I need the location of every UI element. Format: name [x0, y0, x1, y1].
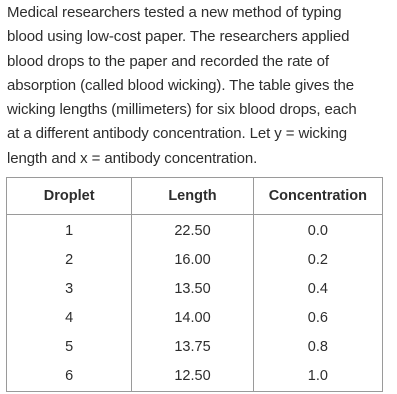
- droplet-cell: 6: [7, 362, 132, 392]
- description-line: blood using low-cost paper. The researchers applied: [7, 28, 350, 46]
- concentration-cell: 0.0: [253, 215, 382, 247]
- table-row: [7, 246, 383, 275]
- concentration-cell: 1.0: [253, 362, 382, 392]
- concentration-cell: 0.4: [253, 275, 382, 304]
- length-cell: 13.50: [132, 275, 253, 304]
- length-cell: 22.50: [132, 215, 253, 247]
- description-line: blood drops to the paper and recorded the rate of: [7, 52, 329, 70]
- table-header-row: [7, 178, 383, 215]
- description-line: length and x = antibody concentration.: [7, 149, 258, 167]
- description-line: at a different antibody concentration. Let y = wicking: [7, 125, 347, 143]
- description-line: Medical researchers tested a new method of typing: [7, 4, 342, 21]
- length-cell: 16.00: [132, 246, 253, 275]
- concentration-cell: 0.2: [253, 246, 382, 275]
- wicking-data-table: [6, 177, 383, 392]
- droplet-cell: 4: [7, 304, 132, 333]
- length-cell: 12.50: [132, 362, 253, 392]
- description-line: wicking lengths (millimeters) for six blood drops, each: [7, 101, 357, 119]
- table-row: [7, 333, 383, 362]
- table-row: [7, 215, 383, 247]
- header-droplet: Droplet: [7, 178, 132, 215]
- table-row: [7, 275, 383, 304]
- droplet-cell: 3: [7, 275, 132, 304]
- droplet-cell: 1: [7, 215, 132, 247]
- problem-description: [7, 1, 393, 171]
- header-concentration: Concentration: [253, 178, 382, 215]
- droplet-cell: 2: [7, 246, 132, 275]
- description-line: absorption (called blood wicking). The table gives the: [7, 76, 355, 94]
- length-cell: 14.00: [132, 304, 253, 333]
- header-length: Length: [132, 178, 253, 215]
- table-row: [7, 362, 383, 392]
- droplet-cell: 5: [7, 333, 132, 362]
- length-cell: 13.75: [132, 333, 253, 362]
- concentration-cell: 0.8: [253, 333, 382, 362]
- table-row: [7, 304, 383, 333]
- concentration-cell: 0.6: [253, 304, 382, 333]
